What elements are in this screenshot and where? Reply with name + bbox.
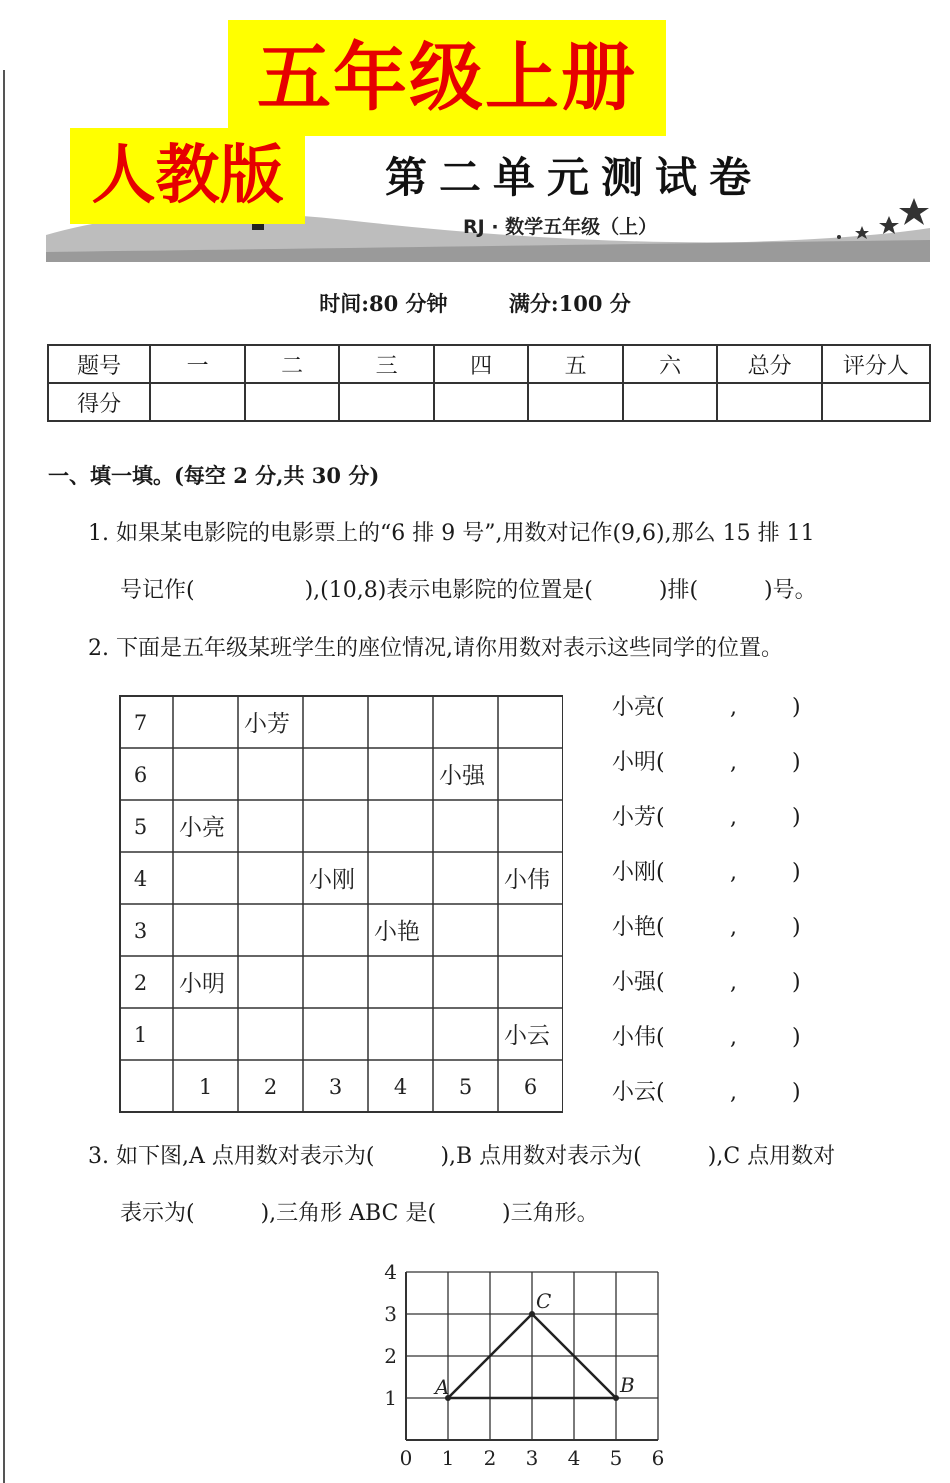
answer-row [612, 1020, 872, 1075]
graph-point-label: C [536, 1289, 552, 1313]
score-input-cell[interactable] [623, 383, 718, 421]
seating-grid [119, 695, 563, 1113]
grid-col-label: 6 [523, 1075, 538, 1099]
score-header-cell: 总分 [717, 345, 821, 383]
score-header-cell: 二 [245, 345, 340, 383]
question-1-line-2: 号记作( ),(10,8)表示电影院的位置是( )排( )号。 [120, 578, 817, 603]
score-input-cell[interactable] [150, 383, 245, 421]
graph-x-tick: 4 [567, 1446, 581, 1470]
grid-row-label: 2 [133, 971, 148, 995]
answer-name: 小亮( [612, 695, 665, 720]
score-input-cell[interactable] [434, 383, 529, 421]
graph-x-tick: 1 [441, 1446, 455, 1470]
answer-comma: , [730, 860, 737, 885]
answer-close: ) [792, 970, 801, 995]
grid-row-label: 3 [133, 919, 148, 943]
graph-x-tick: 2 [483, 1446, 497, 1470]
grid-row-label: 1 [133, 1023, 148, 1047]
grid-student-name: 小强 [439, 763, 485, 789]
score-row-label: 得分 [48, 383, 150, 421]
answer-row [612, 745, 872, 800]
score-table-score-row [48, 383, 930, 421]
graph-point [529, 1311, 535, 1317]
grid-row-label: 6 [133, 763, 148, 787]
star-icon [899, 198, 929, 225]
answer-comma: , [730, 1080, 737, 1105]
grid-row-label: 4 [133, 867, 148, 891]
answer-comma: , [730, 1025, 737, 1050]
answer-close: ) [792, 860, 801, 885]
answer-comma: , [730, 915, 737, 940]
answer-comma: , [730, 805, 737, 830]
graph-point [613, 1395, 619, 1401]
score-input-cell[interactable] [528, 383, 623, 421]
star-icon [837, 235, 841, 239]
answer-comma: , [730, 750, 737, 775]
graph-x-tick: 6 [651, 1446, 665, 1470]
grid-student-name: 小伟 [504, 867, 550, 893]
score-header-cell: 一 [150, 345, 245, 383]
score-header-cell: 评分人 [822, 345, 930, 383]
grid-col-label: 2 [263, 1075, 278, 1099]
answer-row [612, 965, 872, 1020]
page-title: 第二单元测试卷 [385, 153, 764, 202]
grid-col-label: 3 [328, 1075, 343, 1099]
score-input-cell[interactable] [339, 383, 434, 421]
grid-col-label: 4 [393, 1075, 408, 1099]
answer-close: ) [792, 915, 801, 940]
exam-info [0, 288, 950, 318]
answer-row [612, 1075, 872, 1130]
score-header-cell: 六 [623, 345, 718, 383]
grid-student-name: 小亮 [179, 815, 225, 841]
exam-full-score: 满分:100 分 [508, 291, 631, 316]
grid-student-name: 小艳 [374, 919, 420, 945]
answer-name: 小明( [612, 750, 665, 775]
score-input-cell[interactable] [717, 383, 821, 421]
score-header-cell: 五 [528, 345, 623, 383]
grid-student-name: 小刚 [309, 867, 355, 893]
score-table [47, 344, 931, 422]
score-table-header-row [48, 345, 930, 383]
grid-col-label: 5 [458, 1075, 473, 1099]
edition-banner: 人教版 [70, 128, 305, 224]
page-subtitle: RJ · 数学五年级（上） [463, 216, 658, 238]
answer-close: ) [792, 750, 801, 775]
score-input-cell[interactable] [245, 383, 340, 421]
score-header-cell: 三 [339, 345, 434, 383]
question-1-line-1: 1. 如果某电影院的电影票上的“6 排 9 号”,用数对记作(9,6),那么 15 排 11 [88, 521, 815, 546]
answer-comma: , [730, 970, 737, 995]
graph-x-tick: 5 [609, 1446, 623, 1470]
exam-time: 时间:80 分钟 [319, 291, 448, 316]
answer-close: ) [792, 1025, 801, 1050]
answer-name: 小艳( [612, 915, 665, 940]
answer-name: 小强( [612, 970, 665, 995]
page-margin-rule [3, 70, 5, 1483]
grid-student-name: 小明 [179, 971, 225, 997]
grid-student-name: 小芳 [244, 711, 290, 737]
grade-banner: 五年级上册 [228, 20, 666, 136]
score-header-cell: 题号 [48, 345, 150, 383]
answer-list [612, 690, 872, 1130]
answer-name: 小刚( [612, 860, 665, 885]
answer-name: 小伟( [612, 1025, 665, 1050]
question-3-line-2: 表示为( ),三角形 ABC 是( )三角形。 [120, 1201, 599, 1226]
graph-x-tick: 3 [525, 1446, 539, 1470]
answer-name: 小芳( [612, 805, 665, 830]
grid-student-name: 小云 [504, 1023, 550, 1049]
question-3-line-1: 3. 如下图,A 点用数对表示为( ),B 点用数对表示为( ),C 点用数对 [88, 1144, 836, 1169]
grid-row-label: 5 [133, 815, 148, 839]
graph-y-tick: 3 [384, 1302, 397, 1326]
graph-y-tick: 1 [384, 1386, 397, 1410]
graph-y-tick: 2 [384, 1344, 397, 1368]
answer-name: 小云( [612, 1080, 665, 1105]
grid-col-label: 1 [198, 1075, 213, 1099]
coordinate-graph [370, 1260, 680, 1470]
grid-row-label: 7 [133, 711, 148, 735]
graph-point-label: B [620, 1373, 635, 1397]
answer-row [612, 690, 872, 745]
graph-point-label: A [435, 1375, 450, 1399]
score-header-cell: 四 [434, 345, 529, 383]
score-input-cell[interactable] [822, 383, 930, 421]
answer-close: ) [792, 1080, 801, 1105]
answer-row [612, 855, 872, 910]
answer-comma: , [730, 695, 737, 720]
section-heading: 一、填一填。(每空 2 分,共 30 分) [48, 463, 380, 488]
graph-x-tick: 0 [399, 1446, 413, 1470]
answer-row [612, 910, 872, 965]
answer-close: ) [792, 805, 801, 830]
question-2-text: 2. 下面是五年级某班学生的座位情况,请你用数对表示这些同学的位置。 [88, 636, 783, 661]
answer-row [612, 800, 872, 855]
star-icon [879, 216, 899, 234]
answer-close: ) [792, 695, 801, 720]
graph-y-tick: 4 [384, 1260, 397, 1284]
